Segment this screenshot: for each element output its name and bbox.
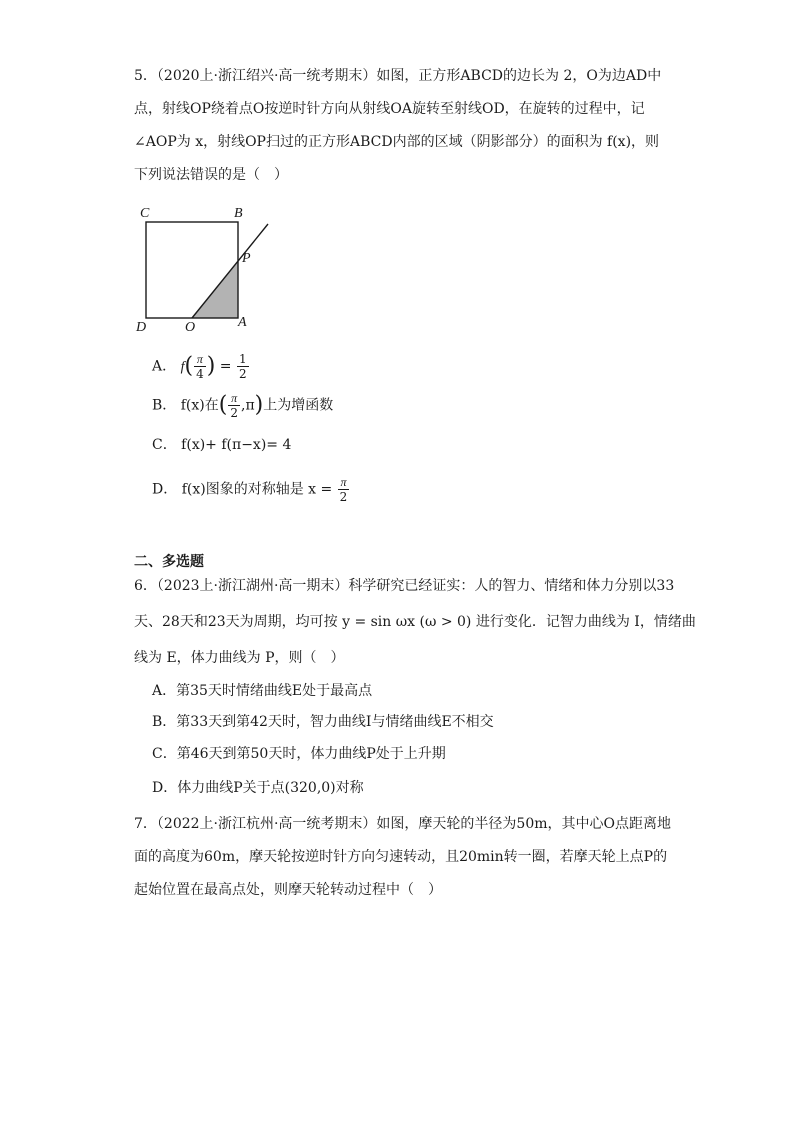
frac-den: 2 <box>230 406 238 420</box>
label-o: O <box>185 320 196 335</box>
q5-option-c[interactable] <box>152 435 291 455</box>
label-b: B <box>234 206 243 221</box>
option-label: D． <box>152 481 178 498</box>
section-heading: 二、多选题 <box>134 554 204 570</box>
label-c: C <box>140 206 150 221</box>
q7-line-3: 起始位置在最高点处，则摩天轮转动过程中（ ） <box>134 882 442 898</box>
option-label: A． <box>152 358 177 375</box>
q6-option-a[interactable]: A．第35天时情绪曲线E处于最高点 <box>152 683 373 699</box>
q6-line-3: 线为 E，体力曲线为 P，则（ ） <box>134 650 345 666</box>
frac-den: 4 <box>196 367 204 381</box>
square-figure <box>130 198 280 338</box>
frac-num: π <box>194 353 206 367</box>
option-text: f(x)图象的对称轴是 x = <box>181 481 333 498</box>
option-label: C． <box>152 437 177 453</box>
q6-line-1: 6．（2023上·浙江湖州·高一期末）科学研究已经证实：人的智力、情绪和体力分别以33 <box>134 578 675 594</box>
q6-option-d[interactable]: D．体力曲线P关于点(320,0)对称 <box>152 780 364 796</box>
frac-den: 2 <box>238 367 247 381</box>
label-a: A <box>238 315 247 330</box>
q5-option-a[interactable]: A． f( $\frac{\pi}{4}$ ) = $\frac{1}{2}$ <box>152 352 247 381</box>
q6-option-c[interactable]: C．第46天到第50天时，体力曲线P处于上升期 <box>152 746 446 762</box>
frac-num: π <box>338 476 350 490</box>
interval-end: ,π <box>241 397 255 414</box>
q5-line-1: 5．（2020上·浙江绍兴·高一统考期末）如图，正方形ABCD的边长为 2，O为边AD中 <box>134 68 662 84</box>
func-name: f <box>180 359 185 375</box>
q6-line-2: 天、28天和23天为周期，均可按 y = sin ωx (ω > 0) 进行变化．记智力曲线为 I，情绪曲 <box>134 614 696 630</box>
q5-line-2: 点，射线OP绕着点O按逆时针方向从射线OA旋转至射线OD，在旋转的过程中，记 <box>134 101 645 117</box>
option-text: f(x)+ f(π−x)= 4 <box>181 437 292 453</box>
option-label: B． <box>152 397 177 414</box>
label-d: D <box>136 320 147 335</box>
q7-line-1: 7．（2022上·浙江杭州·高一统考期末）如图，摩天轮的半径为50m，其中心O点距离地 <box>134 816 672 832</box>
frac-den: 2 <box>339 490 348 504</box>
frac-num: π <box>228 392 240 406</box>
q7-line-2: 面的高度为60m，摩天轮按逆时针方向匀速转动，且20min转一圈，若摩天轮上点P的 <box>134 849 668 865</box>
q5-line-3: ∠AOP为 x，射线OP扫过的正方形ABCD内部的区域（阴影部分）的面积为 f(x)，则 <box>134 134 660 150</box>
option-text: f(x)在 <box>180 397 219 414</box>
option-text: 上为增函数 <box>263 397 334 414</box>
q6-option-b[interactable]: B．第33天到第42天时，智力曲线I与情绪曲线E不相交 <box>152 714 494 730</box>
q5-option-b[interactable]: B． f(x)在( $\frac{\pi}{2}$ ,π)上为增函数 <box>152 391 334 420</box>
q5-option-d[interactable] <box>152 476 350 503</box>
label-p: P <box>242 251 251 266</box>
frac-num: 1 <box>238 352 247 366</box>
equals: = <box>219 358 232 375</box>
q5-line-4: 下列说法错误的是（ ） <box>134 167 288 183</box>
